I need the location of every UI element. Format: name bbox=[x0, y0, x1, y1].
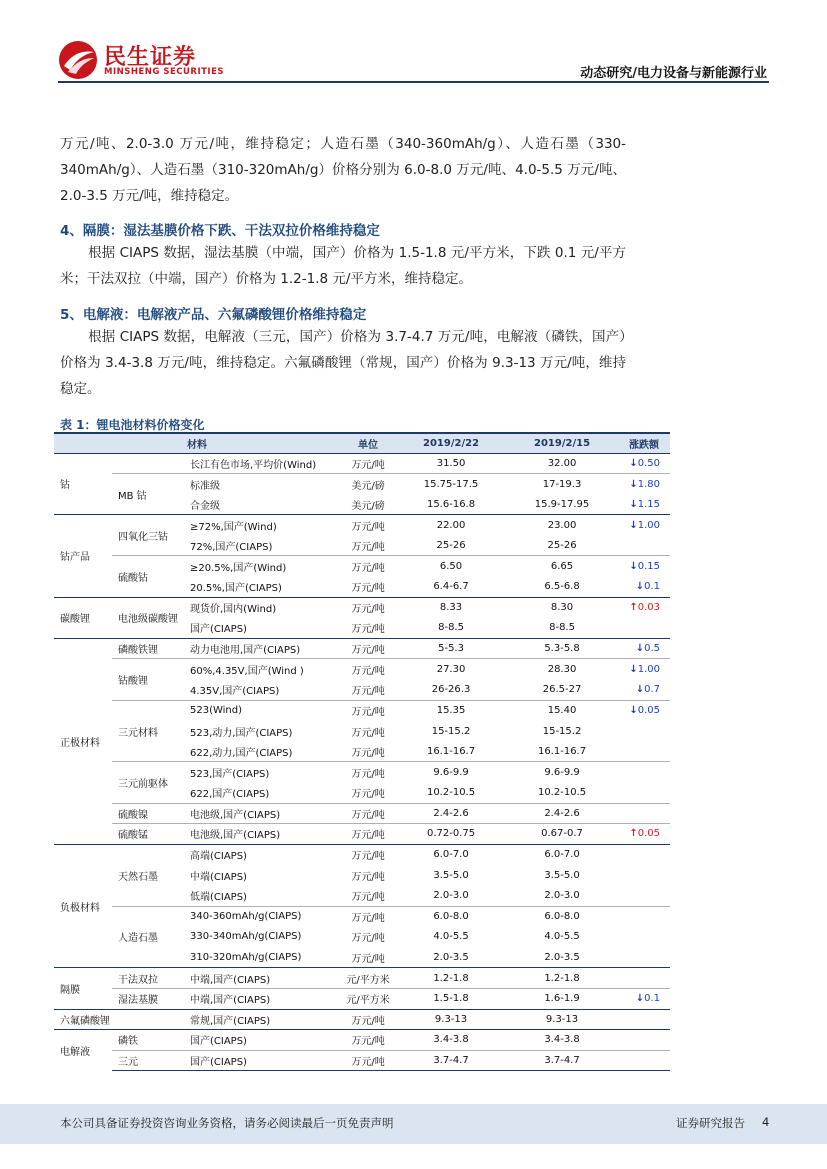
change-value: 1.80 bbox=[637, 478, 661, 490]
unit-cell: 万元/吨 bbox=[340, 515, 396, 536]
price-previous-cell: 32.00 bbox=[506, 453, 618, 474]
price-previous-cell: 26.5-27 bbox=[542, 684, 582, 696]
unit-cell: 元/平方米 bbox=[340, 988, 396, 1009]
spec-cell: 中端,国产(CIAPS) bbox=[188, 988, 340, 1009]
page-header bbox=[0, 0, 827, 84]
price-current-cell: 6.50 bbox=[396, 556, 506, 577]
change-cell bbox=[618, 824, 670, 845]
table-row bbox=[54, 844, 670, 865]
subcategory-cell: 四氧化三钴 bbox=[112, 515, 188, 556]
category-cell: 正极材料 bbox=[54, 638, 112, 844]
spec-cell: 310-320mAh/g(CIAPS) bbox=[190, 951, 302, 963]
change-cell bbox=[618, 741, 670, 762]
price-current-cell: 25-26 bbox=[436, 539, 466, 551]
subcategory-cell: 磷铁 bbox=[112, 1030, 188, 1051]
subcategory-cell: 钴酸锂 bbox=[112, 659, 188, 700]
price-current-cell: 8-8.5 bbox=[438, 622, 464, 634]
unit-cell: 万元/吨 bbox=[340, 597, 396, 618]
change-value: 1.00 bbox=[637, 663, 661, 675]
subcategory-cell: 电池级碳酸锂 bbox=[112, 597, 188, 638]
header-divider bbox=[58, 81, 769, 83]
change-value: 0.03 bbox=[637, 602, 661, 614]
category-cell: 钴 bbox=[54, 453, 112, 515]
price-current-cell: 2.0-3.5 bbox=[433, 951, 469, 963]
subcategory-cell: MB 钴 bbox=[112, 474, 188, 515]
spec-cell: 60%,4.35V,国产(Wind ) bbox=[188, 659, 340, 680]
change-cell bbox=[618, 597, 670, 618]
change-cell bbox=[618, 556, 670, 577]
spec-cell: 国产(CIAPS) bbox=[190, 624, 247, 636]
change-value: 1.15 bbox=[637, 498, 661, 510]
price-previous-cell: 3.7-4.7 bbox=[506, 1050, 618, 1071]
price-current-cell: 3.7-4.7 bbox=[396, 1050, 506, 1071]
spec-cell: ≥20.5%,国产(Wind) bbox=[188, 556, 340, 577]
spec-cell: 330-340mAh/g(CIAPS) bbox=[190, 931, 302, 943]
price-current-cell: 22.00 bbox=[396, 515, 506, 536]
unit-cell: 万元/吨 bbox=[351, 789, 385, 801]
unit-cell: 万元/吨 bbox=[340, 638, 396, 659]
table-row bbox=[54, 597, 670, 618]
arrow-up-icon: ↑ bbox=[629, 602, 638, 614]
change-value: 0.15 bbox=[637, 561, 661, 573]
unit-cell: 万元/吨 bbox=[340, 700, 396, 721]
paragraph-graphite: 万元/吨、2.0-3.0 万元/吨，维持稳定；人造石墨（340-360mAh/g）、人造石墨（330-340mAh/g）、人造石墨（310-320mAh/g）价格分别为 6.0-8.0 万元/吨、4.0-5.5 万元/吨、2.0-3.5 万元/吨，维持稳定。 bbox=[60, 136, 626, 204]
unit-cell: 万元/吨 bbox=[351, 583, 385, 595]
change-cell bbox=[618, 700, 670, 721]
change-cell bbox=[618, 988, 670, 1009]
unit-cell: 万元/吨 bbox=[351, 933, 385, 945]
change-cell bbox=[618, 865, 670, 886]
price-previous-cell: 15.9-17.95 bbox=[534, 498, 590, 510]
change-cell bbox=[618, 1009, 670, 1030]
spec-cell: 电池级,国产(CIAPS) bbox=[188, 803, 340, 824]
arrow-down-icon: ↓ bbox=[629, 519, 638, 531]
price-previous-cell: 3.5-5.0 bbox=[544, 869, 580, 881]
footer-label: 证券研究报告 bbox=[676, 1116, 745, 1130]
unit-cell: 万元/吨 bbox=[340, 906, 396, 927]
price-current-cell: 10.2-10.5 bbox=[426, 787, 476, 799]
arrow-down-icon: ↓ bbox=[629, 498, 638, 510]
spec-cell: 低端(CIAPS) bbox=[190, 892, 247, 904]
arrow-down-icon: ↓ bbox=[635, 993, 645, 1005]
change-cell bbox=[618, 515, 670, 536]
price-previous-cell: 6.5-6.8 bbox=[544, 581, 580, 593]
price-previous-cell: 17-19.3 bbox=[506, 474, 618, 495]
change-cell bbox=[618, 968, 670, 989]
category-cell: 隔膜 bbox=[54, 968, 112, 1009]
change-cell bbox=[618, 659, 670, 680]
header-unit: 单位 bbox=[340, 433, 396, 453]
price-current-cell: 26-26.3 bbox=[431, 684, 471, 696]
table-body bbox=[54, 453, 670, 1071]
price-current-cell: 27.30 bbox=[396, 659, 506, 680]
spec-cell: 动力电池用,国产(CIAPS) bbox=[188, 638, 340, 659]
price-current-cell: 16.1-16.7 bbox=[426, 745, 476, 757]
table-row bbox=[54, 556, 670, 577]
price-previous-cell: 1.2-1.8 bbox=[506, 968, 618, 989]
change-cell bbox=[618, 1030, 670, 1051]
spec-cell: 合金级 bbox=[190, 500, 220, 512]
change-cell bbox=[618, 762, 670, 783]
unit-cell: 万元/吨 bbox=[340, 659, 396, 680]
unit-cell: 万元/吨 bbox=[351, 747, 385, 759]
arrow-down-icon: ↓ bbox=[629, 561, 638, 573]
price-previous-cell: 2.0-3.0 bbox=[544, 890, 580, 902]
unit-cell: 万元/吨 bbox=[340, 824, 396, 845]
unit-cell: 万元/吨 bbox=[351, 727, 385, 739]
change-value: 1.00 bbox=[637, 519, 661, 531]
price-current-cell: 8.33 bbox=[396, 597, 506, 618]
price-current-cell: 9.6-9.9 bbox=[396, 762, 506, 783]
spec-cell: 高端(CIAPS) bbox=[188, 844, 340, 865]
price-previous-cell: 9.6-9.9 bbox=[506, 762, 618, 783]
unit-cell: 元/平方米 bbox=[340, 968, 396, 989]
price-previous-cell: 1.6-1.9 bbox=[506, 988, 618, 1009]
price-previous-cell: 15.40 bbox=[506, 700, 618, 721]
price-previous-cell: 15-15.2 bbox=[542, 725, 582, 737]
price-current-cell: 15-15.2 bbox=[431, 725, 471, 737]
unit-cell: 万元/吨 bbox=[340, 803, 396, 824]
price-previous-cell: 16.1-16.7 bbox=[537, 745, 587, 757]
change-cell bbox=[618, 783, 670, 804]
price-current-cell: 4.0-5.5 bbox=[433, 931, 469, 943]
price-current-cell: 15.75-17.5 bbox=[396, 474, 506, 495]
table-row bbox=[54, 700, 670, 721]
table-row bbox=[54, 1030, 670, 1051]
change-value: 0.05 bbox=[637, 705, 661, 717]
table-row bbox=[54, 515, 670, 536]
price-table bbox=[54, 432, 670, 1071]
table-row bbox=[54, 824, 670, 845]
change-cell bbox=[618, 927, 670, 948]
table-row bbox=[54, 453, 670, 474]
price-current-cell: 6.0-7.0 bbox=[396, 844, 506, 865]
category-cell: 负极材料 bbox=[54, 844, 112, 968]
price-current-cell: 6.4-6.7 bbox=[433, 581, 469, 593]
unit-cell: 万元/吨 bbox=[351, 541, 385, 553]
subcategory-cell: 湿法基膜 bbox=[112, 988, 188, 1009]
change-value: 0.5 bbox=[644, 643, 661, 655]
price-current-cell: 31.50 bbox=[396, 453, 506, 474]
change-cell bbox=[618, 453, 670, 474]
subcategory-cell: 天然石墨 bbox=[112, 844, 188, 906]
logo-text-en: MINSHENG SECURITIES bbox=[104, 67, 224, 77]
change-cell bbox=[618, 638, 670, 659]
minsheng-logo-icon bbox=[58, 40, 98, 80]
unit-cell: 万元/吨 bbox=[351, 624, 385, 636]
subcategory-cell: 干法双拉 bbox=[112, 968, 188, 989]
page-number: 4 bbox=[762, 1115, 770, 1129]
change-cell bbox=[618, 494, 670, 515]
category-cell: 钴产品 bbox=[54, 515, 112, 597]
price-current-cell: 5-5.3 bbox=[396, 638, 506, 659]
subcategory-cell: 硫酸钴 bbox=[112, 556, 188, 597]
table-row bbox=[54, 1050, 670, 1071]
footer-disclaimer: 本公司具备证券投资咨询业务资格，请务必阅读最后一页免责声明 bbox=[60, 1116, 394, 1130]
spec-cell: 4.35V,国产(CIAPS) bbox=[190, 686, 280, 698]
price-previous-cell: 28.30 bbox=[506, 659, 618, 680]
subcategory-cell: 人造石墨 bbox=[112, 906, 188, 968]
change-value: 0.7 bbox=[644, 684, 661, 696]
unit-cell: 美元/磅 bbox=[351, 500, 385, 512]
report-category: 动态研究/电力设备与新能源行业 bbox=[580, 66, 767, 81]
price-previous-cell: 6.65 bbox=[506, 556, 618, 577]
spec-cell: ≥72%,国产(Wind) bbox=[188, 515, 340, 536]
price-previous-cell: 9.3-13 bbox=[506, 1009, 618, 1030]
spec-cell: 现货价,国内(Wind) bbox=[188, 597, 340, 618]
arrow-down-icon: ↓ bbox=[635, 581, 645, 593]
price-current-cell: 1.5-1.8 bbox=[396, 988, 506, 1009]
price-previous-cell: 6.0-8.0 bbox=[506, 906, 618, 927]
change-cell bbox=[618, 947, 670, 968]
spec-cell: 72%,国产(CIAPS) bbox=[190, 541, 273, 553]
section-heading-electrolyte: 5、电解液：电解液产品、六氟磷酸锂价格维持稳定 bbox=[60, 307, 367, 323]
unit-cell: 万元/吨 bbox=[340, 453, 396, 474]
section-heading-separator: 4、隔膜：湿法基膜价格下跌、干法双拉价格维持稳定 bbox=[60, 223, 380, 239]
price-previous-cell: 8-8.5 bbox=[549, 622, 575, 634]
price-previous-cell: 23.00 bbox=[506, 515, 618, 536]
spec-cell: 标准级 bbox=[188, 474, 340, 495]
change-value: 0.50 bbox=[637, 457, 661, 469]
logo-text-cn: 民生证券 bbox=[104, 45, 197, 70]
unit-cell: 万元/吨 bbox=[351, 871, 385, 883]
change-value: 0.05 bbox=[637, 828, 661, 840]
subcategory-cell: 三元 bbox=[112, 1050, 188, 1071]
unit-cell: 万元/吨 bbox=[340, 762, 396, 783]
spec-cell: 长江有色市场,平均价(Wind) bbox=[188, 453, 340, 474]
arrow-down-icon: ↓ bbox=[629, 705, 638, 717]
category-cell: 六氟磷酸锂 bbox=[54, 1009, 112, 1030]
spec-cell: 国产(CIAPS) bbox=[188, 1050, 340, 1071]
spec-cell: 523,动力,国产(CIAPS) bbox=[190, 727, 293, 739]
change-cell bbox=[618, 803, 670, 824]
price-previous-cell: 10.2-10.5 bbox=[537, 787, 587, 799]
price-current-cell: 6.0-8.0 bbox=[396, 906, 506, 927]
arrow-down-icon: ↓ bbox=[629, 457, 638, 469]
price-current-cell: 15.35 bbox=[396, 700, 506, 721]
price-current-cell: 2.0-3.0 bbox=[433, 890, 469, 902]
arrow-down-icon: ↓ bbox=[635, 684, 645, 696]
price-previous-cell: 3.4-3.8 bbox=[506, 1030, 618, 1051]
subcategory-cell: 硫酸镍 bbox=[112, 803, 188, 824]
price-previous-cell: 2.0-3.5 bbox=[544, 951, 580, 963]
table-row bbox=[54, 968, 670, 989]
price-previous-cell: 25-26 bbox=[547, 539, 577, 551]
table-row bbox=[54, 474, 670, 495]
spec-cell: 622,国产(CIAPS) bbox=[190, 789, 270, 801]
table-row bbox=[54, 988, 670, 1009]
unit-cell: 万元/吨 bbox=[340, 1030, 396, 1051]
header-change: 涨跌额 bbox=[618, 433, 670, 453]
price-previous-cell: 5.3-5.8 bbox=[506, 638, 618, 659]
arrow-down-icon: ↓ bbox=[629, 663, 638, 675]
spec-cell: 340-360mAh/g(CIAPS) bbox=[188, 906, 340, 927]
arrow-down-icon: ↓ bbox=[635, 643, 645, 655]
subcategory-cell: 硫酸锰 bbox=[112, 824, 188, 845]
table-row bbox=[54, 762, 670, 783]
table-row bbox=[54, 803, 670, 824]
price-current-cell: 0.72-0.75 bbox=[396, 824, 506, 845]
subcategory-cell: 三元材料 bbox=[112, 700, 188, 762]
change-cell bbox=[618, 577, 670, 598]
price-current-cell: 15.6-16.8 bbox=[426, 498, 476, 510]
paragraph-separator: 根据 CIAPS 数据，湿法基膜（中端，国产）价格为 1.5-1.8 元/平方米，下跌 0.1 元/平方米；干法双拉（中端，国产）价格为 1.2-1.8 元/平方米，维持稳定。 bbox=[60, 245, 626, 287]
spec-cell: 中端(CIAPS) bbox=[190, 871, 247, 883]
change-cell bbox=[618, 721, 670, 742]
price-current-cell: 3.4-3.8 bbox=[396, 1030, 506, 1051]
price-previous-cell: 8.30 bbox=[506, 597, 618, 618]
change-cell bbox=[618, 906, 670, 927]
header-date-previous: 2019/2/15 bbox=[506, 433, 618, 453]
change-value: 0.1 bbox=[644, 993, 661, 1005]
change-cell bbox=[618, 844, 670, 865]
table-row bbox=[54, 659, 670, 680]
unit-cell: 万元/吨 bbox=[351, 686, 385, 698]
change-cell bbox=[618, 618, 670, 639]
change-cell bbox=[618, 885, 670, 906]
spec-cell: 523(Wind) bbox=[188, 700, 340, 721]
unit-cell: 万元/吨 bbox=[351, 892, 385, 904]
category-cell: 电解液 bbox=[54, 1030, 112, 1071]
change-cell bbox=[618, 474, 670, 495]
price-current-cell: 9.3-13 bbox=[396, 1009, 506, 1030]
unit-cell: 万元/吨 bbox=[340, 1050, 396, 1071]
spec-cell: 622,动力,国产(CIAPS) bbox=[190, 747, 293, 759]
table-header-row bbox=[54, 433, 670, 453]
table-row bbox=[54, 906, 670, 927]
unit-cell: 万元/吨 bbox=[340, 844, 396, 865]
change-cell bbox=[618, 680, 670, 701]
price-current-cell: 2.4-2.6 bbox=[396, 803, 506, 824]
arrow-up-icon: ↑ bbox=[629, 828, 638, 840]
spec-cell: 中端,国产(CIAPS) bbox=[188, 968, 340, 989]
header-date-current: 2019/2/22 bbox=[396, 433, 506, 453]
header-material: 材料 bbox=[54, 433, 340, 453]
price-previous-cell: 6.0-7.0 bbox=[506, 844, 618, 865]
arrow-down-icon: ↓ bbox=[629, 478, 638, 490]
spec-cell: 523,国产(CIAPS) bbox=[188, 762, 340, 783]
spec-cell: 国产(CIAPS) bbox=[188, 1030, 340, 1051]
table-row bbox=[54, 1009, 670, 1030]
unit-cell: 万元/吨 bbox=[340, 556, 396, 577]
subcategory-cell: 三元前驱体 bbox=[112, 762, 188, 803]
price-previous-cell: 4.0-5.5 bbox=[544, 931, 580, 943]
change-cell bbox=[618, 535, 670, 556]
unit-cell: 美元/磅 bbox=[340, 474, 396, 495]
price-previous-cell: 2.4-2.6 bbox=[506, 803, 618, 824]
price-previous-cell: 0.67-0.7 bbox=[506, 824, 618, 845]
change-cell bbox=[618, 1050, 670, 1071]
subcategory-cell bbox=[112, 453, 188, 474]
table-caption: 表 1：锂电池材料价格变化 bbox=[60, 418, 205, 432]
price-current-cell: 1.2-1.8 bbox=[396, 968, 506, 989]
subcategory-cell: 磷酸铁锂 bbox=[112, 638, 188, 659]
spec-cell: 电池级,国产(CIAPS) bbox=[188, 824, 340, 845]
spec-cell: 20.5%,国产(CIAPS) bbox=[190, 583, 282, 595]
change-value: 0.1 bbox=[644, 581, 661, 593]
subcategory-cell bbox=[112, 1009, 188, 1030]
spec-cell: 常规,国产(CIAPS) bbox=[188, 1009, 340, 1030]
unit-cell: 万元/吨 bbox=[351, 953, 385, 965]
price-current-cell: 3.5-5.0 bbox=[433, 869, 469, 881]
paragraph-electrolyte: 根据 CIAPS 数据，电解液（三元，国产）价格为 3.7-4.7 万元/吨，电解液（磷铁，国产）价格为 3.4-3.8 万元/吨，维持稳定。六氟磷酸锂（常规，国产）价格为 9.3-13 万元/吨，维持稳定。 bbox=[60, 329, 626, 397]
unit-cell: 万元/吨 bbox=[340, 1009, 396, 1030]
table-row bbox=[54, 638, 670, 659]
category-cell: 碳酸锂 bbox=[54, 597, 112, 638]
